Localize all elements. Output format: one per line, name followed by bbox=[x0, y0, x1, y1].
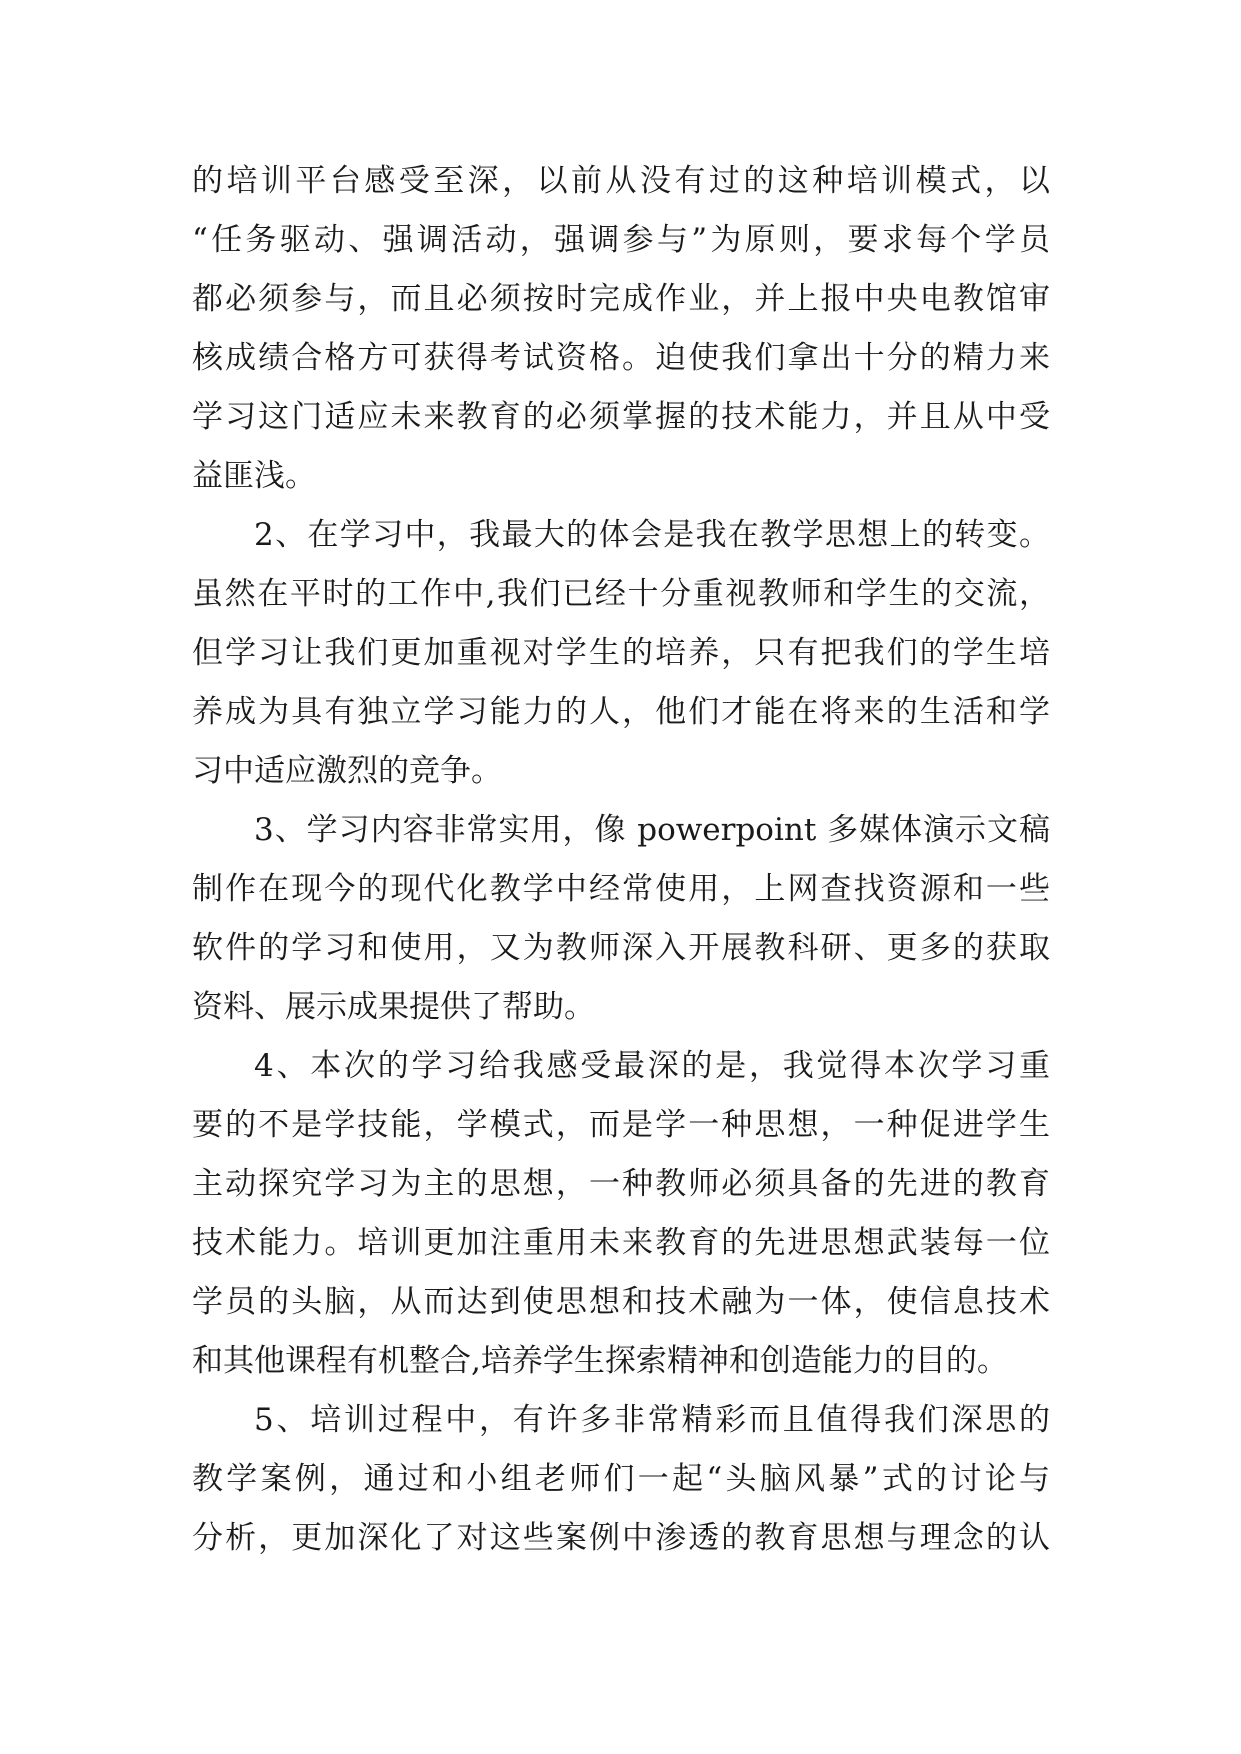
text-line: 都必须参与，而且必须按时完成作业，并上报中央电教馆审 bbox=[192, 281, 1050, 317]
text-line: 主动探究学习为主的思想，一种教师必须具备的先进的教育 bbox=[192, 1166, 1050, 1202]
text-line: 养成为具有独立学习能力的人，他们才能在将来的生活和学 bbox=[192, 694, 1050, 730]
text-line: 软件的学习和使用，又为教师深入开展教科研、更多的获取 bbox=[192, 930, 1050, 966]
text-line: 但学习让我们更加重视对学生的培养，只有把我们的学生培 bbox=[192, 635, 1050, 671]
text-line: 教学案例，通过和小组老师们一起“头脑风暴”式的讨论与 bbox=[192, 1461, 1050, 1497]
text-line: 习中适应激烈的竞争。 bbox=[192, 753, 502, 789]
text-line: 要的不是学技能，学模式，而是学一种思想，一种促进学生 bbox=[192, 1107, 1050, 1143]
text-line: 4、本次的学习给我感受最深的是，我觉得本次学习重 bbox=[254, 1048, 1050, 1084]
text-line: 分析，更加深化了对这些案例中渗透的教育思想与理念的认 bbox=[192, 1520, 1050, 1556]
text-line: 益匪浅。 bbox=[192, 458, 316, 494]
text-line: 3、学习内容非常实用，像 powerpoint 多媒体演示文稿 bbox=[254, 812, 1050, 848]
text-line: 学习这门适应未来教育的必须掌握的技术能力，并且从中受 bbox=[192, 399, 1050, 435]
document-body bbox=[192, 152, 1050, 1568]
text-line: 核成绩合格方可获得考试资格。迫使我们拿出十分的精力来 bbox=[192, 340, 1050, 376]
text-line: 和其他课程有机整合,培养学生探索精神和创造能力的目的。 bbox=[192, 1343, 1008, 1379]
text-line: 5、培训过程中，有许多非常精彩而且值得我们深思的 bbox=[254, 1402, 1050, 1438]
text-line: 制作在现今的现代化教学中经常使用，上网查找资源和一些 bbox=[192, 871, 1050, 907]
text-line: 2、在学习中，我最大的体会是我在教学思想上的转变。 bbox=[254, 517, 1050, 553]
text-line: 的培训平台感受至深，以前从没有过的这种培训模式，以 bbox=[192, 163, 1050, 199]
text-line: 虽然在平时的工作中,我们已经十分重视教师和学生的交流， bbox=[192, 576, 1050, 612]
text-line: “任务驱动、强调活动，强调参与”为原则，要求每个学员 bbox=[192, 222, 1050, 258]
text-line: 学员的头脑，从而达到使思想和技术融为一体，使信息技术 bbox=[192, 1284, 1050, 1320]
text-line: 技术能力。培训更加注重用未来教育的先进思想武装每一位 bbox=[192, 1225, 1050, 1261]
text-line: 资料、展示成果提供了帮助。 bbox=[192, 989, 595, 1025]
